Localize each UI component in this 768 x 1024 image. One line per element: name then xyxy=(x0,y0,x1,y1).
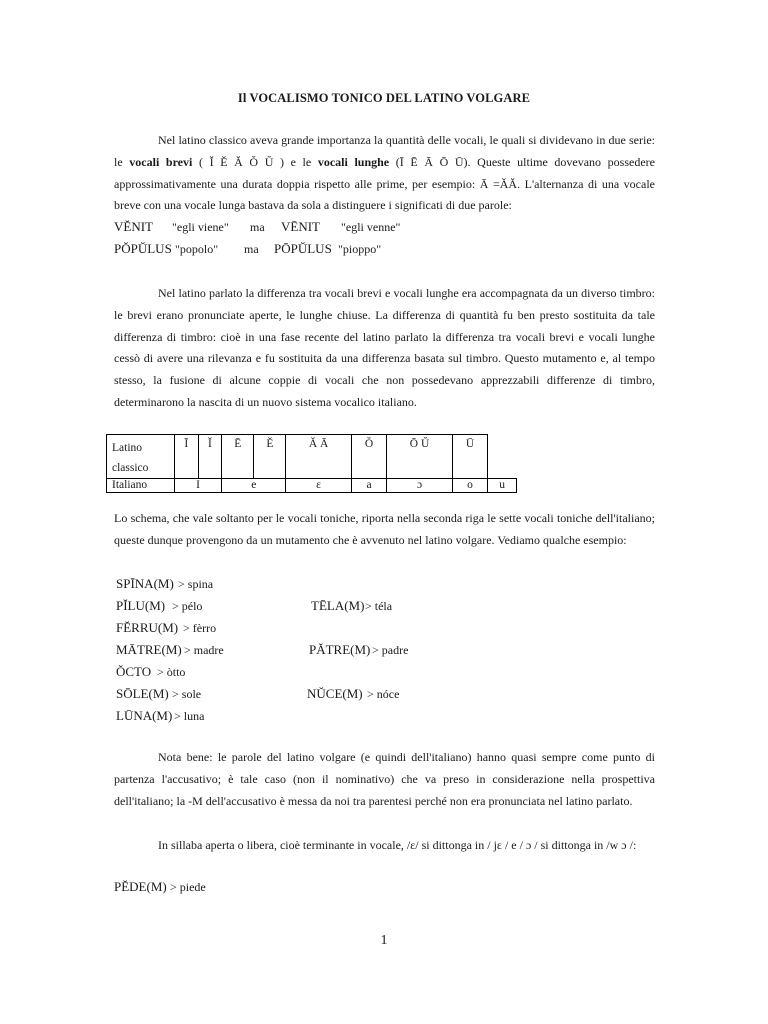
latin-word: TĒLA(M) xyxy=(311,598,365,613)
table-cell: Ē xyxy=(222,435,254,479)
italian-result: > téla xyxy=(365,599,393,613)
table-cell: Ĕ xyxy=(254,435,286,479)
paragraph-text: Lo schema, che vale soltanto per le vocali toniche, riporta nella seconda riga le sette vocali toniche dell'italiano; queste dunque provengono da un mutamento che è avvenuto nel latino volgare. Vediamo qualche esempio: xyxy=(114,511,655,547)
ma-word: ma xyxy=(250,220,265,234)
table-cell: o xyxy=(452,479,488,493)
gloss: "egli viene" xyxy=(172,220,229,234)
row-label: Latino classico xyxy=(107,435,175,479)
table-cell: Ī xyxy=(175,435,199,479)
latin-word: SPĪNA(M) xyxy=(116,576,174,591)
bold-term: vocali lunghe xyxy=(317,154,390,169)
latin-word: NŬCE(M) xyxy=(307,686,363,701)
latin-word: MĀTRE(M) xyxy=(116,642,182,657)
italian-result: > piede xyxy=(170,880,206,894)
table-row-latin xyxy=(107,435,517,479)
gloss: "popolo" xyxy=(175,242,219,256)
table-cell: I xyxy=(175,479,222,493)
row-label: Italiano xyxy=(107,479,175,493)
latin-word: FĔRRU(M) xyxy=(116,620,179,635)
italian-result: > pélo xyxy=(172,599,203,613)
latin-word: SŌLE(M) xyxy=(116,686,169,701)
italian-result: > fèrro xyxy=(183,621,217,635)
latin-word: PŌPŬLUS xyxy=(274,241,332,256)
paragraph-text: Nel latino classico aveva grande importanza la quantità delle vocali, le quali si dividevano in due serie: le xyxy=(114,133,655,169)
vowel-table xyxy=(106,434,517,493)
italian-result: > luna xyxy=(174,709,205,723)
latin-word: LŪNA(M) xyxy=(116,708,173,723)
page-number: 1 xyxy=(380,933,388,948)
table-cell: u xyxy=(488,479,517,493)
table-cell: ɛ xyxy=(286,479,351,493)
latin-word: PŎPŬLUS xyxy=(114,241,172,256)
latin-word: VĔNIT xyxy=(114,219,153,234)
table-cell: e xyxy=(222,479,286,493)
italian-result: > madre xyxy=(184,643,224,657)
italian-result: > nóce xyxy=(367,687,400,701)
page-title: Il VOCALISMO TONICO DEL LATINO VOLGARE xyxy=(237,91,531,105)
latin-word: PĬLU(M) xyxy=(116,598,166,613)
latin-word: VĒNIT xyxy=(281,219,320,234)
table-cell: Ŏ xyxy=(351,435,387,479)
table-cell: Ă Ā xyxy=(286,435,351,479)
table-cell: Ū xyxy=(452,435,488,479)
italian-result: > spina xyxy=(178,577,214,591)
paragraph-text: In sillaba aperta o libera, cioè terminante in vocale, /ɛ/ si dittonga in / jɛ / e / ɔ / si dittonga in /w ɔ /: xyxy=(158,838,637,852)
table-cell: Ĭ xyxy=(198,435,222,479)
italian-result: > òtto xyxy=(157,665,186,679)
table-cell: ɔ xyxy=(387,479,452,493)
table-cell: Ō Ŭ xyxy=(387,435,452,479)
paragraph-sillaba-aperta xyxy=(114,835,655,857)
table-row-italian xyxy=(107,479,517,493)
gloss: "egli venne" xyxy=(341,220,401,234)
paragraph-latino-parlato xyxy=(114,283,655,414)
latin-word: PĂTRE(M) xyxy=(309,642,371,657)
paragraph-schema xyxy=(114,508,655,552)
gloss: "pioppo" xyxy=(338,242,382,256)
italian-result: > padre xyxy=(372,643,409,657)
paragraph-intro xyxy=(114,130,655,217)
paragraph-text: ( Ĭ Ĕ Ă Ŏ Ŭ ) e le xyxy=(192,154,318,169)
paragraph-text: Nel latino parlato la differenza tra vocali brevi e vocali lunghe era accompagnata da un diverso timbro: le brevi erano pronunciate aperte, le lunghe chiuse. La differenza di quantità fu ben presto sostituita da tale differenza di timbro: cioè in una fase recente del latino parlato la differenza tra vocali brevi e vocali lunghe cessò di avere una rilevanza e fu sostituita da una differenza basata sul timbro. Questo mutamento e, al tempo stesso, la fusione di alcune coppie di vocali che non possedevano apprezzabili differenze di timbro, determinarono la nascita di un nuovo sistema vocalico italiano. xyxy=(114,286,655,409)
ma-word: ma xyxy=(244,242,259,256)
paragraph-text: (Ī Ē Ā Ō Ū). Queste ultime dovevano possedere approssimativamente una durata doppia rispetto alle prime, per esempio: Ā =ĂĂ. L'alternanza di una vocale breve con una vocale lunga bastava da sola a distinguere i significati di due parole: xyxy=(114,154,655,213)
latin-word: ŎCTO xyxy=(116,664,152,679)
bold-term: vocali brevi xyxy=(129,154,193,169)
paragraph-nota-bene xyxy=(114,747,655,812)
paragraph-text: Nota bene: le parole del latino volgare (e quindi dell'italiano) hanno quasi sempre come punto di partenza l'accusativo; è tale caso (non il nominativo) che va preso in considerazione nella prospettiva dell'italiano; la -M dell'accusativo è messa da noi tra parentesi perché non era pronunciata nel latino parlato. xyxy=(114,750,655,808)
table-cell: a xyxy=(351,479,387,493)
latin-word: PĔDE(M) xyxy=(114,879,167,894)
italian-result: > sole xyxy=(172,687,202,701)
